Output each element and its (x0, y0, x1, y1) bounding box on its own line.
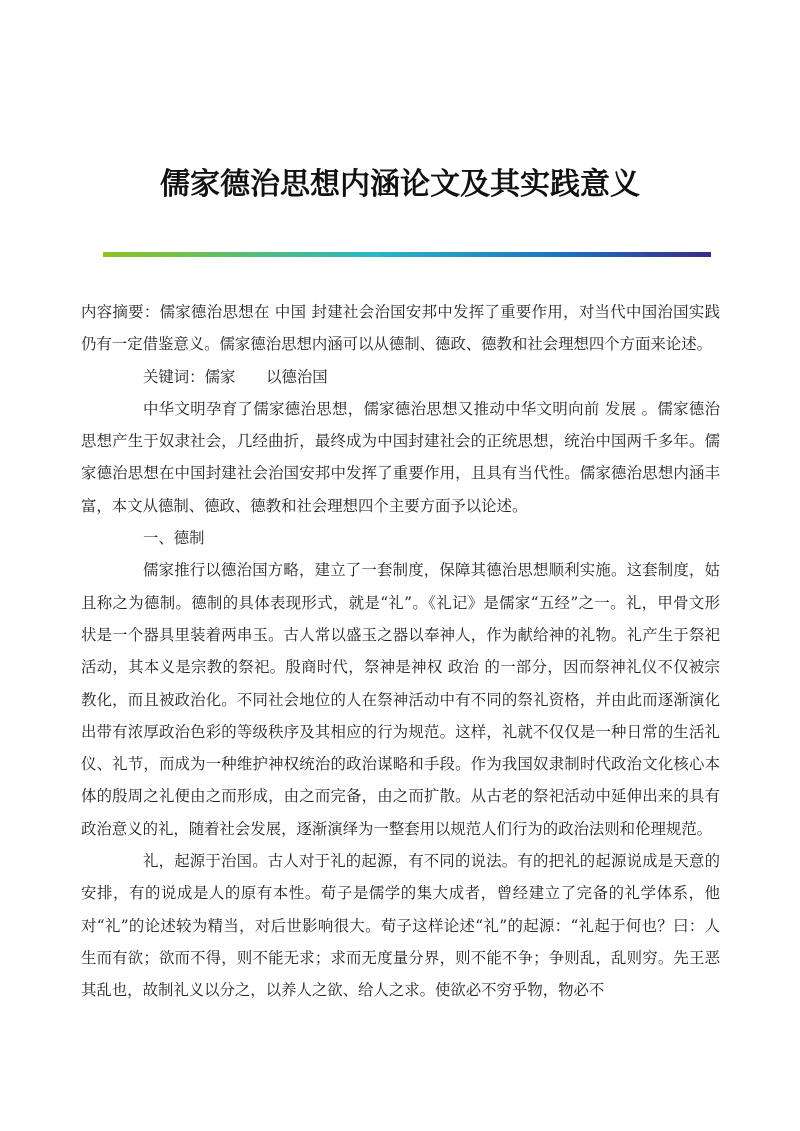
body-paragraph-dezhi: 儒家推行以德治国方略，建立了一套制度，保障其德治思想顺利实施。这套制度，姑且称之为德制。德制的具体表现形式，就是“礼”。《礼记》是儒家“五经”之一。礼，甲骨文形状是一个器具里装着两串玉。古人常以盛玉之器以奉神人，作为献给神的礼物。礼产生于祭祀活动，其本义是宗教的祭祀。殷商时代，祭神是神权 政治 的一部分，因而祭神礼仪不仅被宗教化，而且被政治化。不同社会地位的人在祭神活动中有不同的祭礼资格，并由此而逐渐演化出带有浓厚政治色彩的等级秩序及其相应的行为规范。这样，礼就不仅仅是一种日常的生活礼仪、礼节，而成为一种维护神权统治的政治谋略和手段。作为我国奴隶制时代政治文化核心本体的殷周之礼便由之而形成，由之而完备，由之而扩散。从古老的祭祀活动中延伸出来的具有政治意义的礼，随着社会发展，逐渐演绎为一整套用以规范人们行为的政治法则和伦理规范。 (81, 561, 720, 838)
title-divider-gradient (103, 252, 711, 257)
document-body (81, 296, 720, 1007)
abstract-paragraph: 内容摘要：儒家德治思想在 中国 封建社会治国安邦中发挥了重要作用，对当代中国治国实践仍有一定借鉴意义。儒家德治思想内涵可以从德制、德政、德教和社会理想四个方面来论述。 (81, 303, 720, 354)
body-paragraph-li-origin: 礼，起源于治国。古人对于礼的起源，有不同的说法。有的把礼的起源说成是天意的安排，有的说成是人的原有本性。荀子是儒学的集大成者，曾经建立了完备的礼学体系，他对“礼”的论述较为精当，对后世影响很大。荀子这样论述“礼”的起源：“礼起于何也？曰：人生而有欲；欲而不得，则不能无求；求而无度量分界，则不能不争；争则乱，乱则穷。先王恶其乱也，故制礼义以分之，以养人之欲、给人之求。使欲必不穷乎物，物必不 (81, 852, 720, 1000)
section-heading-dezhi: 一、德制 (143, 529, 205, 548)
document-title: 儒家德治思想内涵论文及其实践意义 (160, 167, 640, 202)
body-paragraph-intro: 中华文明孕育了儒家德治思想，儒家德治思想又推动中华文明向前 发展 。儒家德治思想产生于奴隶社会，几经曲折，最终成为中国封建社会的正统思想，统治中国两千多年。儒家德治思想在中国封建社会治国安邦中发挥了重要作用，且具有当代性。儒家德治思想内涵丰富，本文从德制、德政、德教和社会理想四个主要方面予以论述。 (81, 399, 720, 515)
keywords-line: 关键词：儒家 以德治国 (143, 367, 328, 386)
